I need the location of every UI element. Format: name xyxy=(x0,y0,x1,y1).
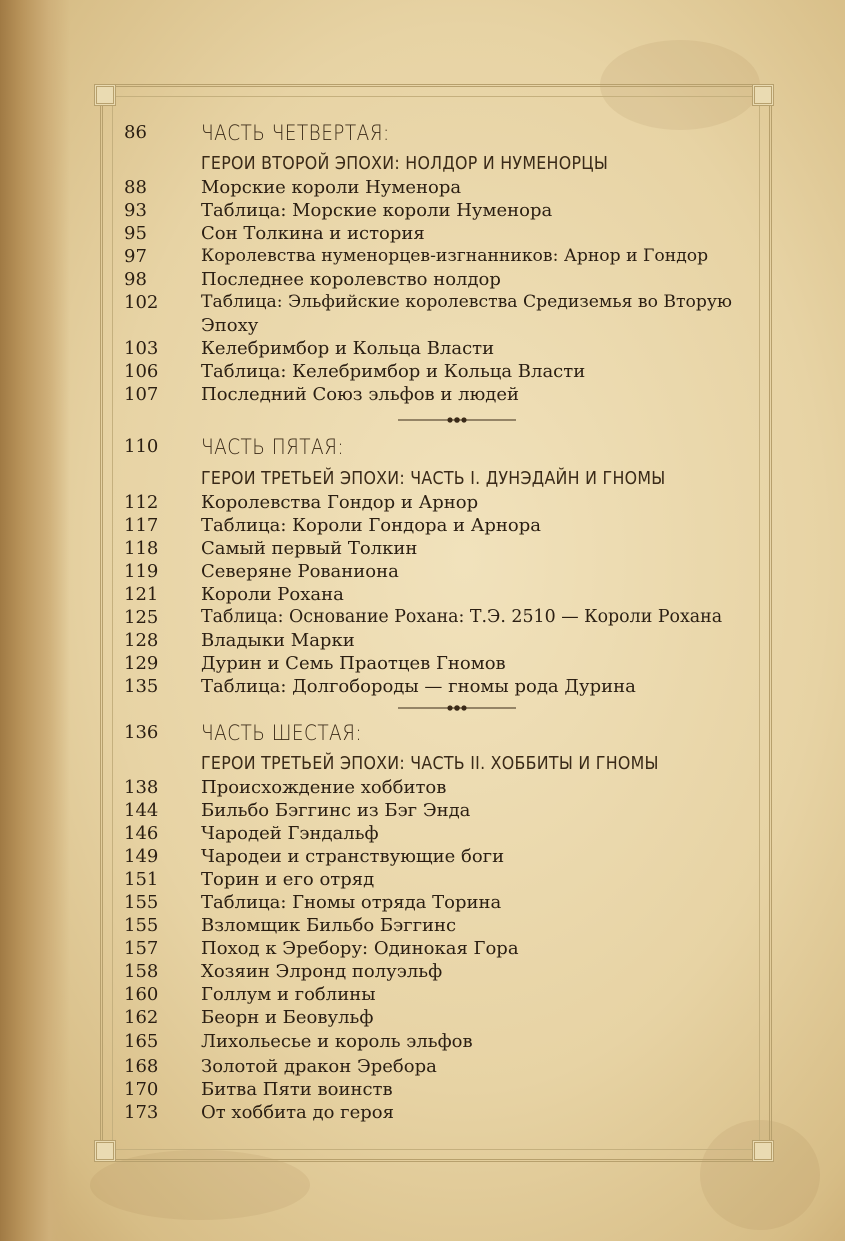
entry-title: От хоббита до героя xyxy=(201,1102,394,1123)
entry-page-number: 138 xyxy=(124,777,159,798)
entry-title: Чародеи и странствующие боги xyxy=(201,846,505,867)
entry-title: Таблица: Келебримбор и Кольца Власти xyxy=(201,361,586,382)
entry-page-number: 173 xyxy=(124,1102,159,1123)
entry-title: Сон Толкина и история xyxy=(201,223,425,244)
toc-entry[interactable] xyxy=(0,845,845,868)
part-subtitle: ГЕРОИ ТРЕТЬЕЙ ЭПОХИ: ЧАСТЬ I. ДУНЭДАЙН И ГНОМЫ xyxy=(201,468,666,489)
toc-entry[interactable] xyxy=(0,560,845,583)
entry-title: Короли Рохана xyxy=(201,584,344,605)
entry-title: Королевства нуменорцев-изгнанников: Арнор и Гондор xyxy=(201,246,709,266)
entry-page-number: 112 xyxy=(124,492,159,513)
entry-title: Владыки Марки xyxy=(201,630,355,651)
part-page-number[interactable]: 86 xyxy=(124,122,147,143)
entry-page-number: 88 xyxy=(124,177,147,198)
entry-page-number: 151 xyxy=(124,869,159,890)
toc-entry[interactable] xyxy=(0,1006,845,1029)
entry-title: Поход к Эребору: Одинокая Гора xyxy=(201,938,519,959)
toc-entry[interactable] xyxy=(0,222,845,245)
frame-corner-bottom-right xyxy=(752,1140,774,1162)
toc-entry[interactable] xyxy=(0,360,845,383)
entry-title: Таблица: Долгобороды — гномы рода Дурина xyxy=(201,676,636,697)
toc-entry[interactable] xyxy=(0,937,845,960)
entry-title-continuation: Эпоху xyxy=(201,315,259,336)
entry-page-number: 170 xyxy=(124,1079,159,1100)
entry-page-number: 162 xyxy=(124,1007,159,1028)
toc-entry[interactable] xyxy=(0,983,845,1006)
entry-page-number: 146 xyxy=(124,823,159,844)
part-title[interactable]: ЧАСТЬ ЧЕТВЕРТАЯ: xyxy=(201,121,390,145)
entry-page-number: 103 xyxy=(124,338,159,359)
entry-title: Королевства Гондор и Арнор xyxy=(201,492,479,513)
entry-page-number: 119 xyxy=(124,561,159,582)
entry-page-number: 121 xyxy=(124,584,159,605)
toc-entry[interactable] xyxy=(0,1078,845,1101)
entry-title: Таблица: Гномы отряда Торина xyxy=(201,892,502,913)
frame-corner-top-right xyxy=(752,84,774,106)
toc-entry[interactable] xyxy=(0,491,845,514)
entry-title: Золотой дракон Эребора xyxy=(201,1056,437,1077)
entry-title: Бильбо Бэггинс из Бэг Энда xyxy=(201,800,471,821)
entry-page-number: 135 xyxy=(124,676,159,697)
toc-entry[interactable] xyxy=(0,822,845,845)
entry-page-number: 106 xyxy=(124,361,159,382)
frame-corner-top-left xyxy=(94,84,116,106)
toc-entry[interactable] xyxy=(0,383,845,406)
entry-title: Дурин и Семь Праотцев Гномов xyxy=(201,653,506,674)
entry-page-number: 168 xyxy=(124,1056,159,1077)
toc-entry[interactable] xyxy=(0,176,845,199)
entry-title: Торин и его отряд xyxy=(201,869,375,890)
entry-title: Морские короли Нуменора xyxy=(201,177,462,198)
toc-entry[interactable] xyxy=(0,960,845,983)
toc-entry[interactable] xyxy=(0,537,845,560)
entry-page-number: 125 xyxy=(124,607,159,628)
entry-page-number: 155 xyxy=(124,915,159,936)
toc-entry[interactable] xyxy=(0,868,845,891)
entry-page-number: 155 xyxy=(124,892,159,913)
ornament-divider xyxy=(398,703,516,713)
part-subtitle: ГЕРОИ ВТОРОЙ ЭПОХИ: НОЛДОР И НУМЕНОРЦЫ xyxy=(201,153,609,174)
part-title[interactable]: ЧАСТЬ ПЯТАЯ: xyxy=(201,435,345,459)
entry-title: Последний Союз эльфов и людей xyxy=(201,384,519,405)
entry-page-number: 128 xyxy=(124,630,159,651)
toc-entry[interactable] xyxy=(0,245,845,268)
entry-title: Хозяин Элронд полуэльф xyxy=(201,961,443,982)
entry-title: Таблица: Эльфийские королевства Средиземья во Вторую xyxy=(201,292,732,312)
toc-entry[interactable] xyxy=(0,799,845,822)
entry-page-number: 107 xyxy=(124,384,159,405)
entry-title: Келебримбор и Кольца Власти xyxy=(201,338,495,359)
entry-page-number: 102 xyxy=(124,292,159,313)
entry-title: Лихольесье и король эльфов xyxy=(201,1031,473,1052)
toc-entry[interactable] xyxy=(0,514,845,537)
entry-title: Самый первый Толкин xyxy=(201,538,418,559)
part-page-number[interactable]: 110 xyxy=(124,436,159,457)
toc-entry[interactable] xyxy=(0,776,845,799)
entry-page-number: 144 xyxy=(124,800,159,821)
part-subtitle: ГЕРОИ ТРЕТЬЕЙ ЭПОХИ: ЧАСТЬ II. ХОББИТЫ И ГНОМЫ xyxy=(201,753,659,774)
entry-page-number: 129 xyxy=(124,653,159,674)
entry-page-number: 95 xyxy=(124,223,147,244)
entry-page-number: 97 xyxy=(124,246,147,267)
entry-page-number: 157 xyxy=(124,938,159,959)
toc-entry[interactable] xyxy=(0,1101,845,1124)
entry-page-number: 117 xyxy=(124,515,159,536)
toc-entry[interactable] xyxy=(0,583,845,606)
ornament-divider xyxy=(398,415,516,425)
entry-title: Происхождение хоббитов xyxy=(201,777,447,798)
entry-page-number: 160 xyxy=(124,984,159,1005)
toc-entry[interactable] xyxy=(0,291,845,314)
toc-entry[interactable] xyxy=(0,652,845,675)
toc-entry[interactable] xyxy=(0,606,845,629)
entry-page-number: 118 xyxy=(124,538,159,559)
entry-title: Северяне Рованиона xyxy=(201,561,399,582)
toc-entry-continuation xyxy=(0,314,845,337)
part-page-number[interactable]: 136 xyxy=(124,722,159,743)
toc-entry[interactable] xyxy=(0,199,845,222)
toc-entry[interactable] xyxy=(0,914,845,937)
toc-entry[interactable] xyxy=(0,629,845,652)
frame-corner-bottom-left xyxy=(94,1140,116,1162)
entry-page-number: 165 xyxy=(124,1031,159,1052)
entry-title: Таблица: Короли Гондора и Арнора xyxy=(201,515,541,536)
entry-title: Таблица: Основание Рохана: Т.Э. 2510 — Короли Рохана xyxy=(201,607,723,627)
entry-title: Беорн и Беовульф xyxy=(201,1007,374,1028)
entry-page-number: 149 xyxy=(124,846,159,867)
entry-page-number: 158 xyxy=(124,961,159,982)
toc-entry[interactable] xyxy=(0,1030,845,1053)
toc-entry[interactable] xyxy=(0,1055,845,1078)
entry-title: Таблица: Морские короли Нуменора xyxy=(201,200,553,221)
entry-title: Взломщик Бильбо Бэггинс xyxy=(201,915,457,936)
entry-page-number: 93 xyxy=(124,200,147,221)
entry-page-number: 98 xyxy=(124,269,147,290)
entry-title: Битва Пяти воинств xyxy=(201,1079,393,1100)
toc-entry[interactable] xyxy=(0,337,845,360)
entry-title: Последнее королевство нолдор xyxy=(201,269,501,290)
toc-entry[interactable] xyxy=(0,891,845,914)
entry-title: Голлум и гоблины xyxy=(201,984,376,1005)
toc-entry[interactable] xyxy=(0,268,845,291)
part-title[interactable]: ЧАСТЬ ШЕСТАЯ: xyxy=(201,721,363,745)
toc-entry[interactable] xyxy=(0,675,845,698)
entry-title: Чародей Гэндальф xyxy=(201,823,379,844)
